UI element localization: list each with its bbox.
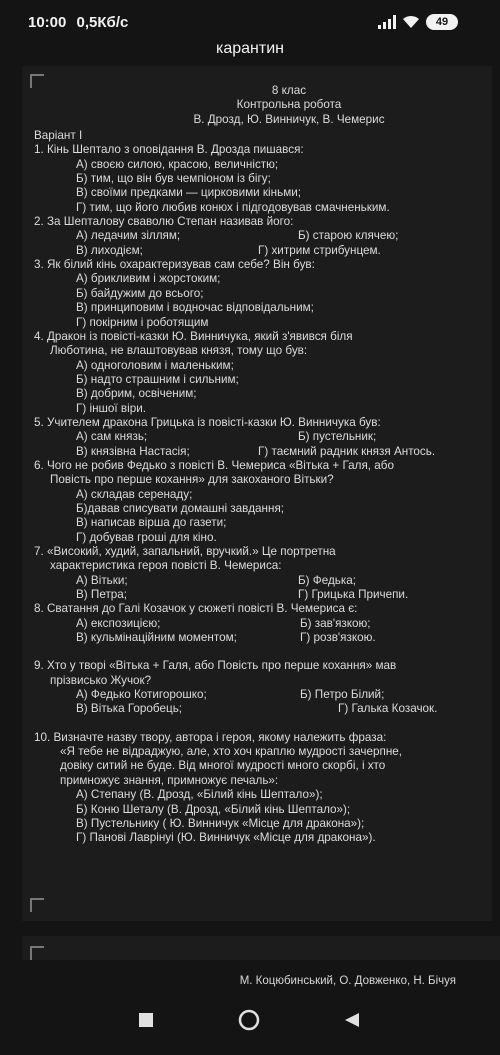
- question-7: 7. «Високий, худий, запальний, вручкий.» Це портретна: [34, 545, 336, 558]
- answer-option: В) своїми предками — цирковими кіньми;: [76, 186, 302, 200]
- answer-option: Г) хитрим стрибунцем.: [258, 243, 381, 257]
- answer-row: [34, 244, 474, 258]
- question-4: 4. Дракон із повісті-казки Ю. Винничука, який з'явився біля: [34, 329, 353, 343]
- triangle-icon[interactable]: [344, 1012, 360, 1033]
- answer-row: [34, 617, 474, 631]
- circle-icon[interactable]: [238, 1009, 260, 1036]
- answer-option: А) брикливим і жорстоким;: [76, 272, 221, 286]
- answer-option: Б) зав'язкою;: [300, 616, 371, 630]
- question-5: 5. Учителем дракона Грицька із повісті-казки Ю. Винничука був:: [34, 415, 381, 429]
- answer-option: В) добрим, освіченим;: [76, 387, 197, 401]
- answer-option: Г) Галька Козачок.: [338, 702, 438, 716]
- answer-option: А) одноголовим і маленьким;: [76, 358, 234, 372]
- answer-option: В) Петра;: [76, 588, 128, 602]
- test-authors: В. Дрозд, Ю. Винничук, В. Чемерис: [193, 112, 385, 126]
- quote-line: довіку ситий не буде. Від многої мудрості много скорбі, і хто: [60, 759, 386, 773]
- answer-option: Б) тим, що він був чемпіоном із бігу;: [76, 172, 271, 186]
- answer-option: В) кульмінаційним моментом;: [76, 631, 237, 645]
- question-3: 3. Як білий кінь охарактеризував сам себе? Він був:: [34, 258, 315, 272]
- question-6-cont: Повість про перше кохання» для закоханого Вітьки?: [50, 473, 334, 487]
- answer-option: А) своєю силою, красою, величністю;: [76, 157, 279, 171]
- answer-option: А) Федько Котигорошко;: [76, 688, 207, 702]
- status-icons: [378, 13, 458, 31]
- answer-option: А) Степану (В. Дрозд, «Білий кінь Шептало»);: [76, 788, 323, 802]
- answer-option: В) принциповим і водночас відповідальним;: [76, 301, 314, 315]
- answer-row: [34, 631, 474, 645]
- answer-option: Г) покірним і роботящим: [76, 315, 209, 329]
- battery-level: 49: [435, 16, 449, 28]
- answer-option: А) ледачим зіллям;: [76, 229, 181, 243]
- answer-row: [34, 702, 474, 716]
- document-text: [34, 84, 474, 846]
- answer-option: Б) надто страшним і сильним;: [76, 372, 239, 386]
- answer-row: [34, 574, 474, 588]
- question-9: 9. Хто у творі «Вітька + Галя, або Повість про перше кохання» мав: [34, 659, 397, 673]
- navigation-bar: [0, 990, 500, 1055]
- answer-option: Г) добував гроші для кіно.: [76, 530, 217, 544]
- answer-option: В) Пустельнику ( Ю. Винничук «Місце для дракона»);: [76, 816, 365, 830]
- answer-option: Б) Петро Білий;: [300, 688, 385, 702]
- crop-corner-top-left: [30, 946, 44, 960]
- answer-option: В) написав вірша до газети;: [76, 516, 227, 530]
- answer-option: Г) тим, що його любив конюх і підгодовував смачненьким.: [76, 200, 390, 214]
- answer-row: [34, 229, 474, 243]
- status-bar: [0, 0, 500, 40]
- answer-row: [34, 430, 474, 444]
- answer-option: А) складав серенаду;: [76, 487, 193, 501]
- network-speed: 0,5Кб/с: [76, 14, 129, 31]
- answer-option: Б)давав списувати домашні завдання;: [76, 501, 285, 515]
- answer-option: Б) пустельник;: [298, 430, 377, 444]
- question-2: 2. За Шепталову сваволю Степан називав його:: [34, 215, 294, 229]
- question-9-cont: прізвисько Жучок?: [50, 673, 152, 687]
- question-8: 8. Сватання до Галі Козачок у сюжеті повісті В. Чемериса є:: [34, 602, 358, 616]
- answer-option: А) сам князь;: [76, 430, 148, 444]
- signal-icon: [378, 15, 396, 29]
- next-page-authors: М. Коцюбинський, О. Довженко, Н. Бічуя: [239, 975, 456, 987]
- status-time-speed: [28, 14, 128, 31]
- answer-row: [34, 588, 474, 602]
- answer-option: Б) Коню Шеталу (В. Дрозд, «Білий кінь Шептало»);: [76, 802, 351, 816]
- square-icon[interactable]: [138, 1012, 154, 1033]
- answer-option: В) Вітька Горобець;: [76, 702, 183, 716]
- status-time: 10:00: [28, 14, 67, 31]
- answer-option: Г) розв'язкою.: [300, 631, 376, 645]
- answer-option: Б) байдужим до всього;: [76, 286, 204, 300]
- answer-option: В) князівна Настасія;: [76, 444, 190, 458]
- answer-option: Г) таємний радник князя Антось.: [258, 444, 436, 458]
- quote-line: примножує знання, примножує печаль»:: [60, 773, 279, 787]
- test-type: Контрольна робота: [236, 98, 342, 112]
- answer-option: А) експозицією;: [76, 616, 161, 630]
- question-4-cont: Люботина, не влаштовував князя, тому що був:: [50, 344, 308, 358]
- answer-option: Г) іншої віри.: [76, 401, 146, 415]
- question-6: 6. Чого не робив Федько з повісті В. Чемериса «Вітька + Галя, або: [34, 458, 394, 472]
- next-page-strip[interactable]: [22, 936, 500, 960]
- answer-option: Г) Грицька Причепи.: [298, 588, 409, 602]
- battery-icon: [426, 14, 458, 30]
- answer-option: Б) старою клячею;: [298, 229, 399, 243]
- variant-label: Варіант І: [34, 129, 83, 143]
- grade: 8 клас: [271, 84, 307, 97]
- chat-title[interactable]: карантин: [216, 40, 284, 57]
- wifi-icon: [402, 15, 420, 29]
- answer-row: [34, 688, 474, 702]
- answer-option: В) лиходієм;: [76, 243, 143, 257]
- crop-corner-bottom-left: [30, 898, 44, 912]
- answer-row: [34, 445, 474, 459]
- document-header: [34, 84, 474, 127]
- question-7-cont: характеристика героя повісті В. Чемериса:: [50, 559, 282, 573]
- answer-option: Б) Федька;: [298, 573, 356, 587]
- answer-option: Г) Панові Лаврінуі (Ю. Винничук «Місце для дракона»).: [76, 831, 376, 845]
- quote-line: «Я тебе не відраджую, але, хто хоч краплю мудрості зачерпне,: [60, 745, 403, 759]
- question-10: 10. Визначте назву твору, автора і героя, якому належить фраза:: [34, 730, 387, 744]
- answer-option: А) Вітьки;: [76, 573, 128, 587]
- question-1: 1. Кінь Шептало з оповідання В. Дрозда пишався:: [34, 143, 304, 157]
